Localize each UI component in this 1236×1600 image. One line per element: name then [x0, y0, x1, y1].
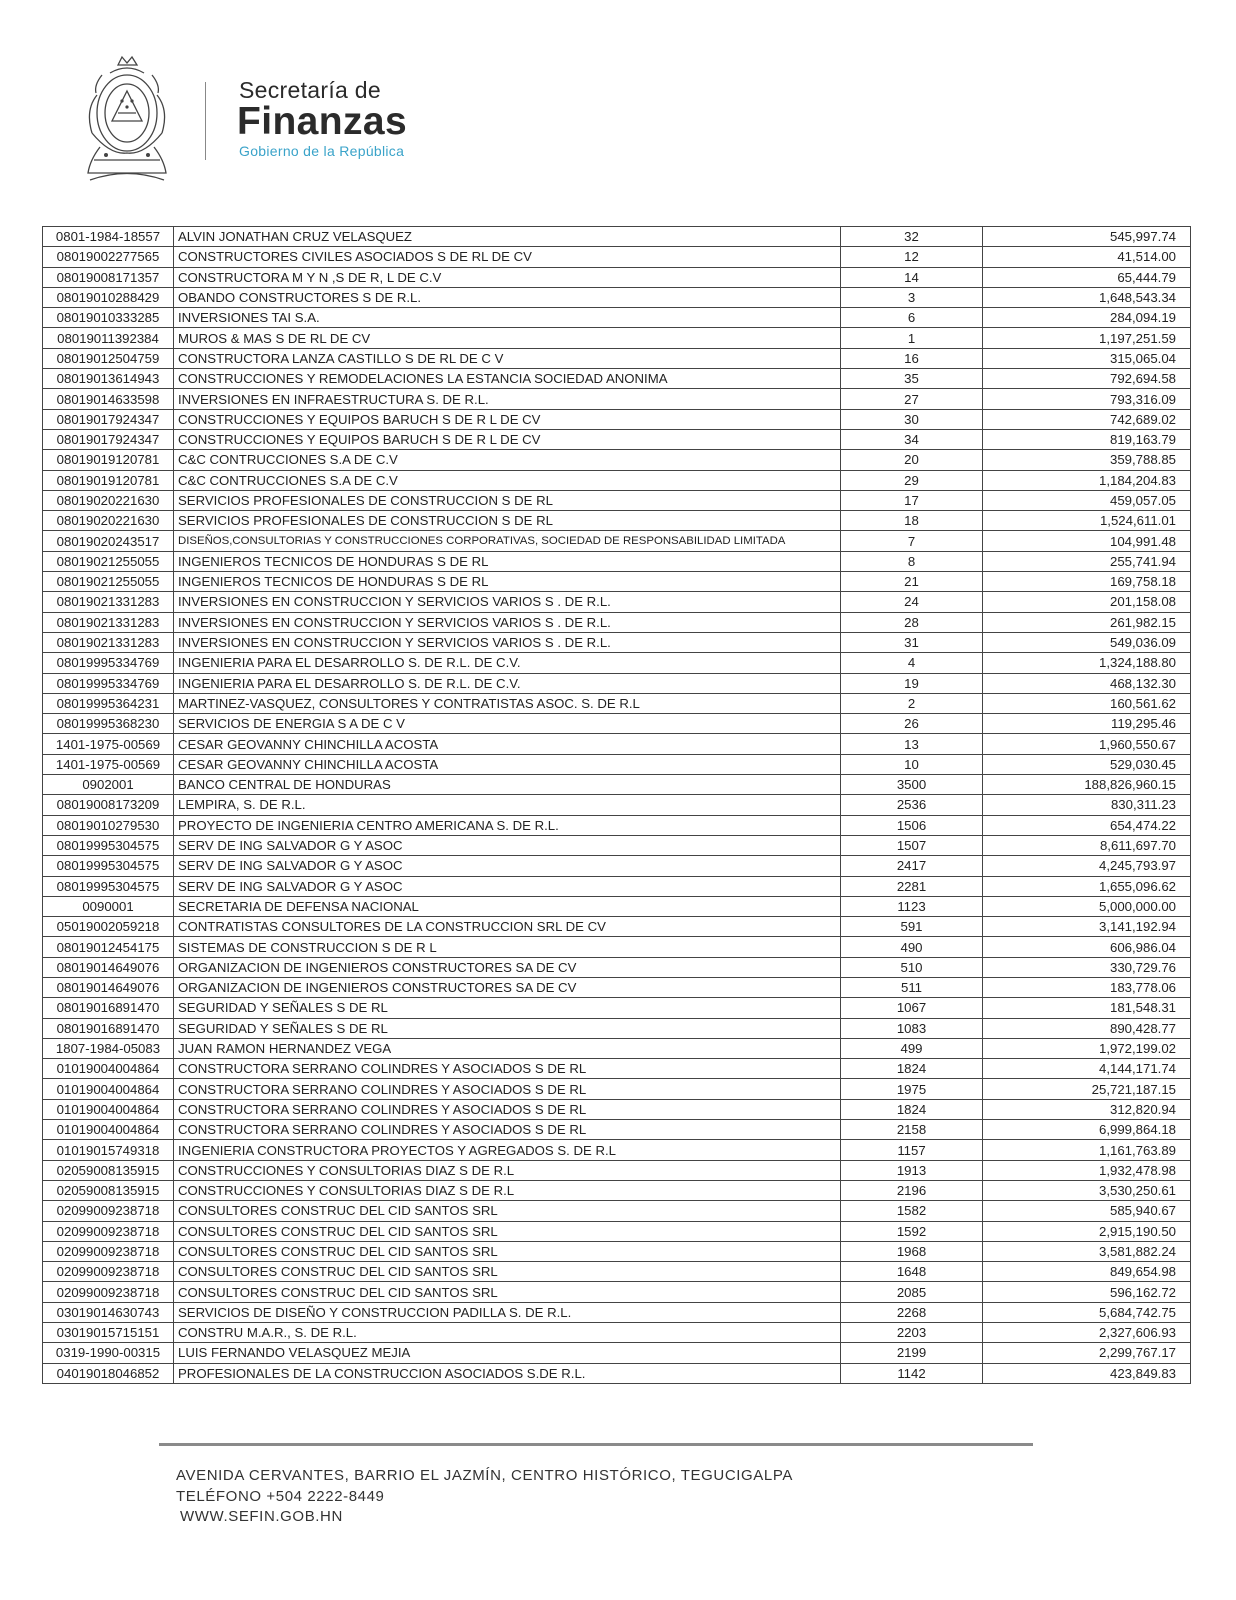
row-number-cell: 1968 — [841, 1241, 983, 1261]
row-name-cell: INGENIERIA CONSTRUCTORA PROYECTOS Y AGREGADOS S. DE R.L — [174, 1140, 841, 1160]
row-amount-cell: 41,514.00 — [983, 247, 1191, 267]
row-name-cell: SISTEMAS DE CONSTRUCCION S DE R L — [174, 937, 841, 957]
row-number-cell: 29 — [841, 470, 983, 490]
row-name-cell: SERVICIOS PROFESIONALES DE CONSTRUCCION S DE RL — [174, 490, 841, 510]
row-id-cell: 01019004004864 — [43, 1099, 174, 1119]
row-number-cell: 1592 — [841, 1221, 983, 1241]
row-name-cell: INVERSIONES EN CONSTRUCCION Y SERVICIOS VARIOS S . DE R.L. — [174, 612, 841, 632]
table-row — [43, 1363, 1191, 1383]
row-id-cell: 08019021255055 — [43, 572, 174, 592]
row-number-cell: 1824 — [841, 1099, 983, 1119]
row-number-cell: 16 — [841, 348, 983, 368]
table-body — [43, 227, 1191, 1384]
row-name-cell: INGENIEROS TECNICOS DE HONDURAS S DE RL — [174, 572, 841, 592]
row-number-cell: 499 — [841, 1038, 983, 1058]
table-row — [43, 409, 1191, 429]
table-row — [43, 1221, 1191, 1241]
row-amount-cell: 1,184,204.83 — [983, 470, 1191, 490]
row-number-cell: 13 — [841, 734, 983, 754]
row-amount-cell: 201,158.08 — [983, 592, 1191, 612]
row-id-cell: 08019012454175 — [43, 937, 174, 957]
table-row — [43, 227, 1191, 247]
table-row — [43, 876, 1191, 896]
row-name-cell: CONSTRU M.A.R., S. DE R.L. — [174, 1323, 841, 1343]
org-name-line1: Secretaría de — [239, 77, 381, 103]
table-row — [43, 754, 1191, 774]
row-amount-cell: 330,729.76 — [983, 957, 1191, 977]
row-name-cell: CONSTRUCTORA SERRANO COLINDRES Y ASOCIADOS S DE RL — [174, 1079, 841, 1099]
row-name-cell: CONSULTORES CONSTRUC DEL CID SANTOS SRL — [174, 1262, 841, 1282]
row-name-cell: MUROS & MAS S DE RL DE CV — [174, 328, 841, 348]
table-row — [43, 1140, 1191, 1160]
table-row — [43, 369, 1191, 389]
row-id-cell: 02099009238718 — [43, 1282, 174, 1302]
org-tagline: Gobierno de la República — [239, 143, 405, 159]
row-name-cell: CONSTRUCCIONES Y CONSULTORIAS DIAZ S DE R.L — [174, 1180, 841, 1200]
table-row — [43, 612, 1191, 632]
row-id-cell: 08019016891470 — [43, 998, 174, 1018]
row-id-cell: 08019011392384 — [43, 328, 174, 348]
row-amount-cell: 25,721,187.15 — [983, 1079, 1191, 1099]
row-number-cell: 1648 — [841, 1262, 983, 1282]
row-name-cell: SERV DE ING SALVADOR G Y ASOC — [174, 835, 841, 855]
row-number-cell: 17 — [841, 490, 983, 510]
row-number-cell: 1123 — [841, 896, 983, 916]
row-number-cell: 1067 — [841, 998, 983, 1018]
row-id-cell: 08019014649076 — [43, 957, 174, 977]
row-amount-cell: 468,132.30 — [983, 673, 1191, 693]
row-name-cell: INVERSIONES TAI S.A. — [174, 308, 841, 328]
row-name-cell: C&C CONTRUCCIONES S.A DE C.V — [174, 470, 841, 490]
table-row — [43, 1262, 1191, 1282]
row-amount-cell: 3,530,250.61 — [983, 1180, 1191, 1200]
row-amount-cell: 181,548.31 — [983, 998, 1191, 1018]
row-amount-cell: 654,474.22 — [983, 815, 1191, 835]
row-number-cell: 18 — [841, 511, 983, 531]
row-id-cell: 0319-1990-00315 — [43, 1343, 174, 1363]
row-name-cell: OBANDO CONSTRUCTORES S DE R.L. — [174, 287, 841, 307]
row-amount-cell: 312,820.94 — [983, 1099, 1191, 1119]
row-id-cell: 08019008171357 — [43, 267, 174, 287]
row-id-cell: 08019995334769 — [43, 653, 174, 673]
row-amount-cell: 890,428.77 — [983, 1018, 1191, 1038]
table-row — [43, 551, 1191, 571]
row-id-cell: 08019013614943 — [43, 369, 174, 389]
row-number-cell: 32 — [841, 227, 983, 247]
row-id-cell: 1807-1984-05083 — [43, 1038, 174, 1058]
table-row — [43, 328, 1191, 348]
row-amount-cell: 1,197,251.59 — [983, 328, 1191, 348]
row-amount-cell: 585,940.67 — [983, 1201, 1191, 1221]
row-amount-cell: 183,778.06 — [983, 977, 1191, 997]
row-number-cell: 7 — [841, 531, 983, 551]
table-row — [43, 287, 1191, 307]
row-id-cell: 01019004004864 — [43, 1079, 174, 1099]
row-number-cell: 2417 — [841, 856, 983, 876]
row-number-cell: 26 — [841, 714, 983, 734]
row-name-cell: BANCO CENTRAL DE HONDURAS — [174, 775, 841, 795]
table-row — [43, 1018, 1191, 1038]
row-id-cell: 08019014649076 — [43, 977, 174, 997]
row-amount-cell: 261,982.15 — [983, 612, 1191, 632]
row-amount-cell: 65,444.79 — [983, 267, 1191, 287]
row-number-cell: 490 — [841, 937, 983, 957]
table-row — [43, 815, 1191, 835]
row-number-cell: 14 — [841, 267, 983, 287]
row-id-cell: 02059008135915 — [43, 1160, 174, 1180]
row-amount-cell: 284,094.19 — [983, 308, 1191, 328]
row-amount-cell: 4,245,793.97 — [983, 856, 1191, 876]
table-row — [43, 1241, 1191, 1261]
row-name-cell: CONSTRUCCIONES Y EQUIPOS BARUCH S DE R L DE CV — [174, 429, 841, 449]
coat-of-arms-icon — [80, 55, 175, 185]
row-number-cell: 8 — [841, 551, 983, 571]
row-number-cell: 30 — [841, 409, 983, 429]
row-id-cell: 02099009238718 — [43, 1241, 174, 1261]
row-id-cell: 08019995364231 — [43, 693, 174, 713]
table-row — [43, 937, 1191, 957]
row-name-cell: INVERSIONES EN CONSTRUCCION Y SERVICIOS VARIOS S . DE R.L. — [174, 592, 841, 612]
row-name-cell: PROYECTO DE INGENIERIA CENTRO AMERICANA S. DE R.L. — [174, 815, 841, 835]
row-number-cell: 1975 — [841, 1079, 983, 1099]
row-name-cell: JUAN RAMON HERNANDEZ VEGA — [174, 1038, 841, 1058]
row-number-cell: 2199 — [841, 1343, 983, 1363]
row-amount-cell: 423,849.83 — [983, 1363, 1191, 1383]
org-name-line2: Finanzas — [237, 100, 408, 143]
row-name-cell: SERVICIOS DE DISEÑO Y CONSTRUCCION PADILLA S. DE R.L. — [174, 1302, 841, 1322]
row-name-cell: INGENIERIA PARA EL DESARROLLO S. DE R.L. DE C.V. — [174, 653, 841, 673]
row-number-cell: 2536 — [841, 795, 983, 815]
row-number-cell: 31 — [841, 632, 983, 652]
row-amount-cell: 1,972,199.02 — [983, 1038, 1191, 1058]
table-row — [43, 714, 1191, 734]
row-id-cell: 01019004004864 — [43, 1059, 174, 1079]
table-row — [43, 247, 1191, 267]
row-number-cell: 1506 — [841, 815, 983, 835]
table-row — [43, 795, 1191, 815]
table-row — [43, 1079, 1191, 1099]
row-id-cell: 02099009238718 — [43, 1221, 174, 1241]
row-amount-cell: 2,915,190.50 — [983, 1221, 1191, 1241]
row-amount-cell: 1,524,611.01 — [983, 511, 1191, 531]
row-amount-cell: 6,999,864.18 — [983, 1120, 1191, 1140]
header-divider — [205, 82, 206, 160]
row-name-cell: CESAR GEOVANNY CHINCHILLA ACOSTA — [174, 754, 841, 774]
row-name-cell: CONSTRUCTORA SERRANO COLINDRES Y ASOCIADOS S DE RL — [174, 1059, 841, 1079]
row-name-cell: CONSTRUCTORES CIVILES ASOCIADOS S DE RL DE CV — [174, 247, 841, 267]
row-id-cell: 01019015749318 — [43, 1140, 174, 1160]
row-amount-cell: 742,689.02 — [983, 409, 1191, 429]
table-row — [43, 1343, 1191, 1363]
row-name-cell: CONSTRUCTORA M Y N ,S DE R, L DE C.V — [174, 267, 841, 287]
row-id-cell: 1401-1975-00569 — [43, 754, 174, 774]
row-id-cell: 08019008173209 — [43, 795, 174, 815]
row-name-cell: CONSTRUCTORA LANZA CASTILLO S DE RL DE C V — [174, 348, 841, 368]
row-name-cell: C&C CONTRUCCIONES S.A DE C.V — [174, 450, 841, 470]
row-name-cell: LEMPIRA, S. DE R.L. — [174, 795, 841, 815]
row-name-cell: INGENIEROS TECNICOS DE HONDURAS S DE RL — [174, 551, 841, 571]
row-number-cell: 28 — [841, 612, 983, 632]
row-name-cell: SEGURIDAD Y SEÑALES S DE RL — [174, 1018, 841, 1038]
table-row — [43, 429, 1191, 449]
row-number-cell: 4 — [841, 653, 983, 673]
row-id-cell: 08019995368230 — [43, 714, 174, 734]
table-row — [43, 1282, 1191, 1302]
row-number-cell: 3 — [841, 287, 983, 307]
row-id-cell: 08019019120781 — [43, 470, 174, 490]
row-number-cell: 12 — [841, 247, 983, 267]
row-name-cell: SERV DE ING SALVADOR G Y ASOC — [174, 876, 841, 896]
row-number-cell: 6 — [841, 308, 983, 328]
row-name-cell: CONSTRUCCIONES Y EQUIPOS BARUCH S DE R L DE CV — [174, 409, 841, 429]
row-name-cell: SERVICIOS PROFESIONALES DE CONSTRUCCION S DE RL — [174, 511, 841, 531]
row-amount-cell: 2,327,606.93 — [983, 1323, 1191, 1343]
row-number-cell: 1507 — [841, 835, 983, 855]
row-id-cell: 02099009238718 — [43, 1262, 174, 1282]
table-row — [43, 856, 1191, 876]
row-amount-cell: 819,163.79 — [983, 429, 1191, 449]
table-row — [43, 511, 1191, 531]
row-amount-cell: 792,694.58 — [983, 369, 1191, 389]
row-number-cell: 35 — [841, 369, 983, 389]
row-name-cell: CONSULTORES CONSTRUC DEL CID SANTOS SRL — [174, 1201, 841, 1221]
row-amount-cell: 545,997.74 — [983, 227, 1191, 247]
row-number-cell: 3500 — [841, 775, 983, 795]
footer-phone: TELÉFONO +504 2222-8449 — [176, 1487, 385, 1505]
row-id-cell: 1401-1975-00569 — [43, 734, 174, 754]
row-amount-cell: 1,655,096.62 — [983, 876, 1191, 896]
row-amount-cell: 1,324,188.80 — [983, 653, 1191, 673]
row-id-cell: 08019020243517 — [43, 531, 174, 551]
row-amount-cell: 5,000,000.00 — [983, 896, 1191, 916]
row-amount-cell: 549,036.09 — [983, 632, 1191, 652]
row-amount-cell: 830,311.23 — [983, 795, 1191, 815]
table-row — [43, 693, 1191, 713]
row-amount-cell: 1,960,550.67 — [983, 734, 1191, 754]
footer-website[interactable]: WWW.SEFIN.GOB.HN — [180, 1508, 343, 1525]
table-row — [43, 734, 1191, 754]
table-row — [43, 1160, 1191, 1180]
footer-address: AVENIDA CERVANTES, BARRIO EL JAZMÍN, CENTRO HISTÓRICO, TEGUCIGALPA — [176, 1467, 793, 1484]
row-number-cell: 1083 — [841, 1018, 983, 1038]
table-row — [43, 835, 1191, 855]
row-id-cell: 08019002277565 — [43, 247, 174, 267]
table-row — [43, 348, 1191, 368]
row-name-cell: CONSTRUCTORA SERRANO COLINDRES Y ASOCIADOS S DE RL — [174, 1120, 841, 1140]
row-amount-cell: 793,316.09 — [983, 389, 1191, 409]
table-row — [43, 592, 1191, 612]
row-number-cell: 1582 — [841, 1201, 983, 1221]
row-amount-cell: 1,161,763.89 — [983, 1140, 1191, 1160]
row-name-cell: SEGURIDAD Y SEÑALES S DE RL — [174, 998, 841, 1018]
row-amount-cell: 2,299,767.17 — [983, 1343, 1191, 1363]
row-name-cell: CONSULTORES CONSTRUC DEL CID SANTOS SRL — [174, 1241, 841, 1261]
row-name-cell: CONSTRUCCIONES Y CONSULTORIAS DIAZ S DE R.L — [174, 1160, 841, 1180]
table-row — [43, 653, 1191, 673]
row-number-cell: 2 — [841, 693, 983, 713]
row-id-cell: 08019014633598 — [43, 389, 174, 409]
row-id-cell: 04019018046852 — [43, 1363, 174, 1383]
row-id-cell: 08019017924347 — [43, 409, 174, 429]
row-name-cell: CONSULTORES CONSTRUC DEL CID SANTOS SRL — [174, 1282, 841, 1302]
letterhead — [80, 55, 500, 190]
footer-divider — [159, 1443, 1033, 1446]
table-row — [43, 977, 1191, 997]
row-name-cell: INGENIERIA PARA EL DESARROLLO S. DE R.L. DE C.V. — [174, 673, 841, 693]
row-number-cell: 20 — [841, 450, 983, 470]
table-row — [43, 998, 1191, 1018]
table-row — [43, 490, 1191, 510]
row-name-cell: ORGANIZACION DE INGENIEROS CONSTRUCTORES SA DE CV — [174, 977, 841, 997]
row-amount-cell: 596,162.72 — [983, 1282, 1191, 1302]
row-number-cell: 10 — [841, 754, 983, 774]
row-id-cell: 08019995334769 — [43, 673, 174, 693]
row-id-cell: 03019015715151 — [43, 1323, 174, 1343]
row-id-cell: 08019021331283 — [43, 612, 174, 632]
row-id-cell: 01019004004864 — [43, 1120, 174, 1140]
row-id-cell: 08019020221630 — [43, 511, 174, 531]
row-name-cell: PROFESIONALES DE LA CONSTRUCCION ASOCIADOS S.DE R.L. — [174, 1363, 841, 1383]
row-number-cell: 2196 — [841, 1180, 983, 1200]
row-name-cell: ALVIN JONATHAN CRUZ VELASQUEZ — [174, 227, 841, 247]
table-row — [43, 470, 1191, 490]
row-amount-cell: 359,788.85 — [983, 450, 1191, 470]
row-amount-cell: 8,611,697.70 — [983, 835, 1191, 855]
row-name-cell: SECRETARIA DE DEFENSA NACIONAL — [174, 896, 841, 916]
table-row — [43, 308, 1191, 328]
row-name-cell: CONSULTORES CONSTRUC DEL CID SANTOS SRL — [174, 1221, 841, 1241]
table-row — [43, 572, 1191, 592]
table-row — [43, 957, 1191, 977]
row-number-cell: 2158 — [841, 1120, 983, 1140]
row-name-cell: CESAR GEOVANNY CHINCHILLA ACOSTA — [174, 734, 841, 754]
table-row — [43, 1059, 1191, 1079]
row-amount-cell: 1,932,478.98 — [983, 1160, 1191, 1180]
row-number-cell: 24 — [841, 592, 983, 612]
row-id-cell: 08019021331283 — [43, 592, 174, 612]
row-amount-cell: 3,581,882.24 — [983, 1241, 1191, 1261]
row-amount-cell: 3,141,192.94 — [983, 917, 1191, 937]
row-name-cell: INVERSIONES EN CONSTRUCCION Y SERVICIOS VARIOS S . DE R.L. — [174, 632, 841, 652]
row-amount-cell: 4,144,171.74 — [983, 1059, 1191, 1079]
row-number-cell: 34 — [841, 429, 983, 449]
row-id-cell: 0902001 — [43, 775, 174, 795]
row-number-cell: 591 — [841, 917, 983, 937]
contracts-table — [42, 226, 1191, 1384]
row-id-cell: 0090001 — [43, 896, 174, 916]
row-number-cell: 2281 — [841, 876, 983, 896]
row-number-cell: 2085 — [841, 1282, 983, 1302]
row-id-cell: 05019002059218 — [43, 917, 174, 937]
row-number-cell: 19 — [841, 673, 983, 693]
table-row — [43, 775, 1191, 795]
table-row — [43, 450, 1191, 470]
table-row — [43, 1099, 1191, 1119]
row-number-cell: 2203 — [841, 1323, 983, 1343]
row-number-cell: 1142 — [841, 1363, 983, 1383]
row-name-cell: CONSTRUCCIONES Y REMODELACIONES LA ESTANCIA SOCIEDAD ANONIMA — [174, 369, 841, 389]
table-row — [43, 1302, 1191, 1322]
row-amount-cell: 606,986.04 — [983, 937, 1191, 957]
row-number-cell: 2268 — [841, 1302, 983, 1322]
table-row — [43, 673, 1191, 693]
row-id-cell: 02099009238718 — [43, 1201, 174, 1221]
row-amount-cell: 1,648,543.34 — [983, 287, 1191, 307]
row-name-cell: INVERSIONES EN INFRAESTRUCTURA S. DE R.L. — [174, 389, 841, 409]
row-id-cell: 08019995304575 — [43, 835, 174, 855]
row-id-cell: 03019014630743 — [43, 1302, 174, 1322]
row-number-cell: 511 — [841, 977, 983, 997]
row-name-cell: DISEÑOS,CONSULTORIAS Y CONSTRUCCIONES CORPORATIVAS, SOCIEDAD DE RESPONSABILIDAD LIMITADA — [174, 531, 841, 551]
row-id-cell: 08019021255055 — [43, 551, 174, 571]
row-id-cell: 08019010333285 — [43, 308, 174, 328]
row-amount-cell: 188,826,960.15 — [983, 775, 1191, 795]
row-number-cell: 1824 — [841, 1059, 983, 1079]
row-name-cell: CONSTRUCTORA SERRANO COLINDRES Y ASOCIADOS S DE RL — [174, 1099, 841, 1119]
row-number-cell: 510 — [841, 957, 983, 977]
row-number-cell: 21 — [841, 572, 983, 592]
row-name-cell: LUIS FERNANDO VELASQUEZ MEJIA — [174, 1343, 841, 1363]
table-row — [43, 632, 1191, 652]
table-row — [43, 1120, 1191, 1140]
table-row — [43, 389, 1191, 409]
row-id-cell: 08019010288429 — [43, 287, 174, 307]
row-amount-cell: 5,684,742.75 — [983, 1302, 1191, 1322]
row-amount-cell: 119,295.46 — [983, 714, 1191, 734]
footer — [176, 1466, 793, 1528]
row-number-cell: 1913 — [841, 1160, 983, 1180]
row-name-cell: SERV DE ING SALVADOR G Y ASOC — [174, 856, 841, 876]
row-id-cell: 0801-1984-18557 — [43, 227, 174, 247]
row-amount-cell: 255,741.94 — [983, 551, 1191, 571]
row-id-cell: 08019017924347 — [43, 429, 174, 449]
row-amount-cell: 160,561.62 — [983, 693, 1191, 713]
table-row — [43, 1038, 1191, 1058]
table-row — [43, 1180, 1191, 1200]
row-number-cell: 1157 — [841, 1140, 983, 1160]
table-row — [43, 531, 1191, 551]
row-amount-cell: 849,654.98 — [983, 1262, 1191, 1282]
row-id-cell: 08019020221630 — [43, 490, 174, 510]
row-name-cell: SERVICIOS DE ENERGIA S A DE C V — [174, 714, 841, 734]
row-id-cell: 08019016891470 — [43, 1018, 174, 1038]
row-number-cell: 1 — [841, 328, 983, 348]
row-id-cell: 08019010279530 — [43, 815, 174, 835]
row-name-cell: MARTINEZ-VASQUEZ, CONSULTORES Y CONTRATISTAS ASOC. S. DE R.L — [174, 693, 841, 713]
row-id-cell: 08019012504759 — [43, 348, 174, 368]
row-amount-cell: 459,057.05 — [983, 490, 1191, 510]
row-amount-cell: 104,991.48 — [983, 531, 1191, 551]
row-amount-cell: 315,065.04 — [983, 348, 1191, 368]
row-number-cell: 27 — [841, 389, 983, 409]
row-id-cell: 08019995304575 — [43, 876, 174, 896]
row-name-cell: ORGANIZACION DE INGENIEROS CONSTRUCTORES SA DE CV — [174, 957, 841, 977]
row-name-cell: CONTRATISTAS CONSULTORES DE LA CONSTRUCCION SRL DE CV — [174, 917, 841, 937]
table-row — [43, 1323, 1191, 1343]
contracts-table-container — [42, 226, 1190, 1384]
row-amount-cell: 169,758.18 — [983, 572, 1191, 592]
row-id-cell: 08019021331283 — [43, 632, 174, 652]
table-row — [43, 917, 1191, 937]
row-amount-cell: 529,030.45 — [983, 754, 1191, 774]
row-id-cell: 08019019120781 — [43, 450, 174, 470]
table-row — [43, 896, 1191, 916]
table-row — [43, 267, 1191, 287]
row-id-cell: 02059008135915 — [43, 1180, 174, 1200]
row-id-cell: 08019995304575 — [43, 856, 174, 876]
table-row — [43, 1201, 1191, 1221]
